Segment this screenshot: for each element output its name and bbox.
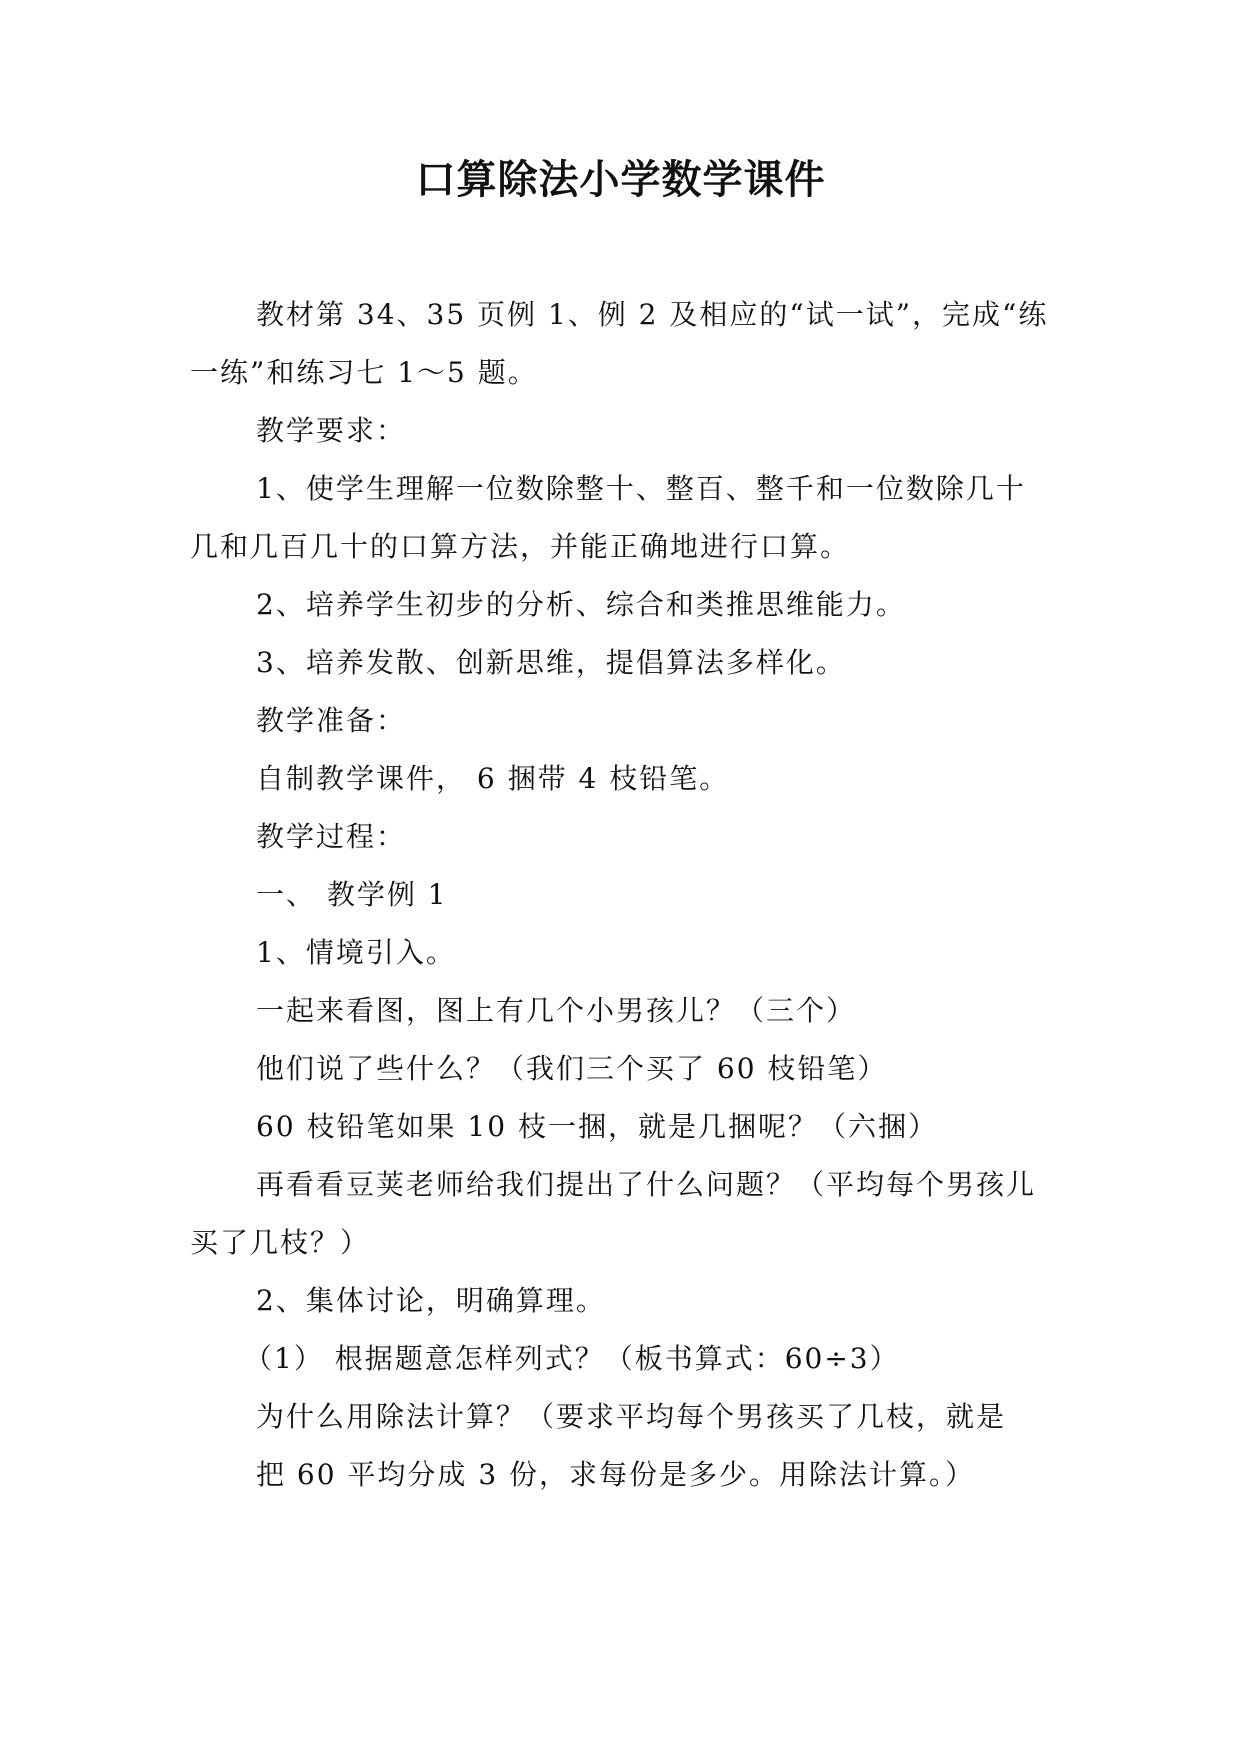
paragraph-requirement-2: 2、培养学生初步的分析、综合和类推思维能力。 — [256, 588, 906, 621]
paragraph-step-2: 2、集体讨论，明确算理。 — [256, 1284, 606, 1317]
paragraph-requirement-1: 1、使学生理解一位数除整十、整百、整千和一位数除几十几和几百几十的口算方法，并能正确地进行口算。 — [190, 472, 1026, 563]
paragraph-question-4: 再看看豆荚老师给我们提出了什么问题？（平均每个男孩儿买了几枝？） — [190, 1168, 1037, 1259]
paragraph-question-2: 他们说了些什么？（我们三个买了 60 枝铅笔） — [256, 1052, 888, 1085]
page-title: 口算除法小学数学课件 — [415, 157, 826, 203]
paragraph-section-1: 一、 教学例 1 — [256, 878, 448, 911]
paragraph-materials: 教材第 34、35 页例 1、例 2 及相应的“试一试”，完成“练一练”和练习七 1～5 题。 — [190, 298, 1049, 389]
paragraph-preparation-heading: 教学准备： — [256, 704, 407, 737]
paragraph-why-division: 为什么用除法计算？（要求平均每个男孩买了几枝，就是 — [256, 1400, 1007, 1433]
paragraph-question-3: 60 枝铅笔如果 10 枝一捆，就是几捆呢？（六捆） — [256, 1110, 938, 1143]
paragraph-process-heading: 教学过程： — [256, 820, 407, 853]
paragraph-preparation: 自制教学课件， 6 捆带 4 枝铅笔。 — [256, 762, 730, 795]
paragraph-explanation: 把 60 平均分成 3 份，求每份是多少。用除法计算。） — [256, 1458, 976, 1491]
paragraph-step-1: 1、情境引入。 — [256, 936, 456, 969]
document-body — [190, 286, 1050, 1504]
paragraph-step-2-1: （1） 根据题意怎样列式？（板书算式：60÷3） — [244, 1342, 900, 1375]
paragraph-requirement-3: 3、培养发散、创新思维，提倡算法多样化。 — [256, 646, 846, 679]
paragraph-question-1: 一起来看图，图上有几个小男孩儿？（三个） — [256, 994, 857, 1027]
paragraph-requirements-heading: 教学要求： — [256, 414, 407, 447]
